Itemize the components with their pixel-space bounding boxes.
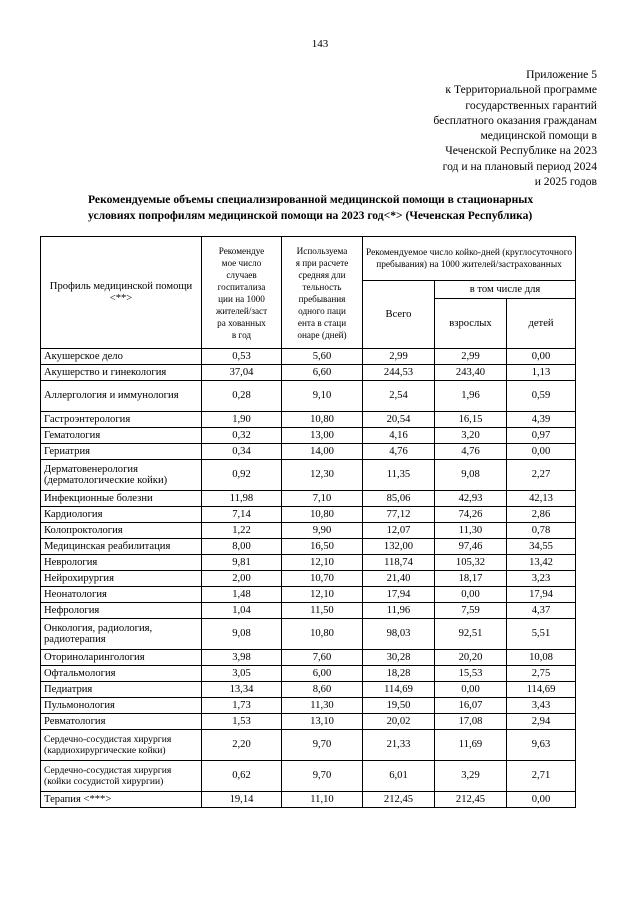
table-row: [41, 523, 576, 539]
header-bed-days: Рекомендуемое число койко-дней (круглосуточного пребывания) на 1000 жителей/застрахованных: [363, 237, 576, 281]
avg-stay-cell: 9,70: [282, 730, 363, 761]
profile-name-cell: Терапия <***>: [41, 792, 202, 808]
profile-name-cell: Колопроктология: [41, 523, 202, 539]
children-cell: 17,94: [507, 587, 576, 603]
hospitalizations-cell: 0,53: [202, 349, 282, 365]
appendix-line: и 2025 годов: [534, 175, 597, 189]
total-cell: 19,50: [363, 698, 435, 714]
children-cell: 1,13: [507, 365, 576, 381]
avg-stay-cell: 14,00: [282, 444, 363, 460]
profile-name-cell: Гематология: [41, 428, 202, 444]
adults-cell: 7,59: [435, 603, 507, 619]
header-line: случаев: [226, 269, 257, 280]
table-row: [41, 603, 576, 619]
total-cell: 2,99: [363, 349, 435, 365]
hospitalizations-cell: 7,14: [202, 507, 282, 523]
adults-cell: 212,45: [435, 792, 507, 808]
table-row: [41, 730, 576, 761]
profile-name-line: (кардиохирургические койки): [44, 745, 166, 756]
profile-name-cell: Акушерство и гинекология: [41, 365, 202, 381]
header-line: пребывания: [298, 293, 346, 304]
total-cell: 17,94: [363, 587, 435, 603]
avg-stay-cell: 11,10: [282, 792, 363, 808]
table-row: [41, 507, 576, 523]
avg-stay-cell: 7,10: [282, 491, 363, 507]
children-cell: 34,55: [507, 539, 576, 555]
profile-name-cell: Медицинская реабилитация: [41, 539, 202, 555]
table-row: [41, 539, 576, 555]
adults-cell: 18,17: [435, 571, 507, 587]
header-children: детей: [507, 299, 576, 349]
header-line: в год: [231, 329, 252, 340]
hospitalizations-cell: 9,08: [202, 619, 282, 650]
header-line: онаре (дней): [297, 329, 347, 340]
table-row: [41, 381, 576, 412]
header-line: жителей/заст: [215, 305, 268, 316]
total-cell: 20,54: [363, 412, 435, 428]
table-row: [41, 761, 576, 792]
header-line: ра хованных: [217, 317, 266, 328]
avg-stay-cell: 6,00: [282, 666, 363, 682]
hospitalizations-cell: 1,73: [202, 698, 282, 714]
profile-name-cell: Неонатология: [41, 587, 202, 603]
profile-name-cell: Аллергология и иммунология: [41, 381, 202, 412]
appendix-line: Чеченской Республике на 2023: [445, 144, 597, 158]
profile-name-cell: [41, 619, 202, 650]
children-cell: 5,51: [507, 619, 576, 650]
table-row: [41, 792, 576, 808]
profile-name-cell: Нефрология: [41, 603, 202, 619]
total-cell: 2,54: [363, 381, 435, 412]
table-row: [41, 460, 576, 491]
profile-name-line: Сердечно-сосудистая хирургия: [44, 765, 172, 776]
appendix-line: к Территориальной программе: [445, 83, 597, 97]
children-cell: 42,13: [507, 491, 576, 507]
avg-stay-cell: 10,80: [282, 412, 363, 428]
hospitalizations-cell: 9,81: [202, 555, 282, 571]
profile-name-cell: Нейрохирургия: [41, 571, 202, 587]
profile-name-line: Сердечно-сосудистая хирургия: [44, 734, 172, 745]
avg-stay-cell: 11,30: [282, 698, 363, 714]
table-row: [41, 555, 576, 571]
hospitalizations-cell: 1,22: [202, 523, 282, 539]
adults-cell: 74,26: [435, 507, 507, 523]
total-cell: 4,16: [363, 428, 435, 444]
title-line: условиях попрофилям медицинской помощи на 2023 год<*> (Чеченская Республика): [88, 208, 533, 222]
avg-stay-cell: 8,60: [282, 682, 363, 698]
header-line: ента в стаци: [297, 317, 347, 328]
header-adults: взрослых: [435, 299, 507, 349]
total-cell: 212,45: [363, 792, 435, 808]
avg-stay-cell: 9,70: [282, 761, 363, 792]
children-cell: 0,00: [507, 444, 576, 460]
hospitalizations-cell: 13,34: [202, 682, 282, 698]
avg-stay-cell: 6,60: [282, 365, 363, 381]
table-row: [41, 349, 576, 365]
table-row: [41, 650, 576, 666]
avg-stay-cell: 10,80: [282, 507, 363, 523]
adults-cell: 105,32: [435, 555, 507, 571]
avg-stay-cell: 11,50: [282, 603, 363, 619]
adults-cell: 42,93: [435, 491, 507, 507]
profile-name-cell: Кардиология: [41, 507, 202, 523]
profile-name-cell: Педиатрия: [41, 682, 202, 698]
appendix-line: медицинской помощи в: [480, 129, 597, 143]
table-row: [41, 587, 576, 603]
children-cell: 2,86: [507, 507, 576, 523]
adults-cell: 15,53: [435, 666, 507, 682]
hospitalizations-cell: 1,53: [202, 714, 282, 730]
profile-name-cell: Гериатрия: [41, 444, 202, 460]
avg-stay-cell: 12,10: [282, 587, 363, 603]
table-row: [41, 412, 576, 428]
profile-name-line: (койки сосудистой хирургии): [44, 776, 164, 787]
profile-name-line: радиотерапия: [44, 634, 106, 645]
children-cell: 3,23: [507, 571, 576, 587]
profile-name-cell: Ревматология: [41, 714, 202, 730]
avg-stay-cell: 12,30: [282, 460, 363, 491]
hospitalizations-cell: 0,92: [202, 460, 282, 491]
total-cell: 114,69: [363, 682, 435, 698]
adults-cell: 0,00: [435, 587, 507, 603]
children-cell: 0,59: [507, 381, 576, 412]
profile-name-cell: Гастроэнтерология: [41, 412, 202, 428]
header-hospitalizations: [202, 237, 282, 349]
title-line: Рекомендуемые объемы специализированной медицинской помощи в стационарных: [88, 193, 534, 206]
children-cell: 4,39: [507, 412, 576, 428]
total-cell: 98,03: [363, 619, 435, 650]
total-cell: 4,76: [363, 444, 435, 460]
total-cell: 132,00: [363, 539, 435, 555]
hospitalizations-cell: 37,04: [202, 365, 282, 381]
hospitalizations-cell: 0,32: [202, 428, 282, 444]
profile-name-cell: [41, 460, 202, 491]
avg-stay-cell: 16,50: [282, 539, 363, 555]
header-line: мое число: [221, 257, 262, 268]
avg-stay-cell: 7,60: [282, 650, 363, 666]
children-cell: 2,27: [507, 460, 576, 491]
adults-cell: 4,76: [435, 444, 507, 460]
children-cell: 2,71: [507, 761, 576, 792]
header-line: средняя дли: [298, 269, 346, 280]
total-cell: 21,33: [363, 730, 435, 761]
avg-stay-cell: 13,10: [282, 714, 363, 730]
children-cell: 0,97: [507, 428, 576, 444]
total-cell: 11,96: [363, 603, 435, 619]
hospitalizations-cell: 1,90: [202, 412, 282, 428]
children-cell: 2,94: [507, 714, 576, 730]
adults-cell: 9,08: [435, 460, 507, 491]
hospitalizations-cell: 2,20: [202, 730, 282, 761]
header-including: в том числе для: [435, 281, 576, 299]
hospitalizations-cell: 11,98: [202, 491, 282, 507]
table-row: [41, 571, 576, 587]
appendix-line: Приложение 5: [526, 68, 597, 81]
adults-cell: 3,29: [435, 761, 507, 792]
header-avg-stay: [282, 237, 363, 349]
adults-cell: 17,08: [435, 714, 507, 730]
hospitalizations-cell: 1,04: [202, 603, 282, 619]
header-line: тельность: [302, 281, 342, 292]
header-line: ции на 1000: [218, 293, 265, 304]
total-cell: 85,06: [363, 491, 435, 507]
profile-name-cell: Инфекционные болезни: [41, 491, 202, 507]
header-total: Всего: [363, 281, 435, 349]
profile-name-cell: Пульмонология: [41, 698, 202, 714]
total-cell: 18,28: [363, 666, 435, 682]
children-cell: 0,78: [507, 523, 576, 539]
hospitalizations-cell: 1,48: [202, 587, 282, 603]
profile-name-line: Дерматовенерология: [44, 463, 138, 475]
header-line: одного паци: [298, 305, 346, 316]
table-row: [41, 365, 576, 381]
hospitalizations-cell: 0,62: [202, 761, 282, 792]
children-cell: 3,43: [507, 698, 576, 714]
children-cell: 0,00: [507, 792, 576, 808]
table-row: [41, 682, 576, 698]
profile-name-cell: Неврология: [41, 555, 202, 571]
total-cell: 12,07: [363, 523, 435, 539]
adults-cell: 1,96: [435, 381, 507, 412]
header-line: Рекомендуе: [218, 245, 265, 256]
hospitalizations-cell: 19,14: [202, 792, 282, 808]
adults-cell: 11,30: [435, 523, 507, 539]
adults-cell: 20,20: [435, 650, 507, 666]
avg-stay-cell: 13,00: [282, 428, 363, 444]
profile-name-cell: Офтальмология: [41, 666, 202, 682]
profile-name-cell: [41, 761, 202, 792]
header-line: Используема: [296, 245, 348, 256]
total-cell: 11,35: [363, 460, 435, 491]
total-cell: 77,12: [363, 507, 435, 523]
table-row: [41, 698, 576, 714]
hospital-volumes-table: [40, 236, 576, 808]
adults-cell: 92,51: [435, 619, 507, 650]
table-row: [41, 444, 576, 460]
appendix-line: бесплатного оказания гражданам: [433, 113, 597, 127]
total-cell: 6,01: [363, 761, 435, 792]
table-row: [41, 491, 576, 507]
profile-name-line: (дерматологические койки): [44, 475, 168, 486]
profile-name-cell: [41, 730, 202, 761]
table-row: [41, 619, 576, 650]
avg-stay-cell: 5,60: [282, 349, 363, 365]
profile-name-cell: Акушерское дело: [41, 349, 202, 365]
profile-name-cell: Оториноларингология: [41, 650, 202, 666]
header-line: я при расчете: [295, 257, 349, 268]
adults-cell: 0,00: [435, 682, 507, 698]
avg-stay-cell: 9,90: [282, 523, 363, 539]
table-row: [41, 666, 576, 682]
table-row: [41, 714, 576, 730]
total-cell: 244,53: [363, 365, 435, 381]
children-cell: 2,75: [507, 666, 576, 682]
children-cell: 13,42: [507, 555, 576, 571]
header-profile: Профиль медицинской помощи <**>: [41, 237, 202, 349]
hospitalizations-cell: 0,34: [202, 444, 282, 460]
hospitalizations-cell: 3,98: [202, 650, 282, 666]
adults-cell: 2,99: [435, 349, 507, 365]
avg-stay-cell: 10,70: [282, 571, 363, 587]
total-cell: 21,40: [363, 571, 435, 587]
profile-name-line: Онкология, радиология,: [44, 622, 153, 634]
appendix-caption: [357, 67, 597, 189]
children-cell: 4,37: [507, 603, 576, 619]
document-title: [88, 192, 608, 223]
avg-stay-cell: 9,10: [282, 381, 363, 412]
total-cell: 30,28: [363, 650, 435, 666]
page-number: 143: [311, 38, 329, 50]
appendix-line: государственных гарантий: [465, 98, 597, 112]
adults-cell: 11,69: [435, 730, 507, 761]
children-cell: 9,63: [507, 730, 576, 761]
total-cell: 20,02: [363, 714, 435, 730]
table-row: [41, 428, 576, 444]
adults-cell: 16,07: [435, 698, 507, 714]
hospitalizations-cell: 3,05: [202, 666, 282, 682]
hospitalizations-cell: 8,00: [202, 539, 282, 555]
appendix-line: год и на плановый период 2024: [442, 159, 597, 173]
total-cell: 118,74: [363, 555, 435, 571]
avg-stay-cell: 12,10: [282, 555, 363, 571]
adults-cell: 3,20: [435, 428, 507, 444]
header-line: госпитализа: [217, 281, 266, 292]
children-cell: 114,69: [507, 682, 576, 698]
adults-cell: 16,15: [435, 412, 507, 428]
children-cell: 0,00: [507, 349, 576, 365]
children-cell: 10,08: [507, 650, 576, 666]
hospitalizations-cell: 0,28: [202, 381, 282, 412]
adults-cell: 97,46: [435, 539, 507, 555]
hospitalizations-cell: 2,00: [202, 571, 282, 587]
adults-cell: 243,40: [435, 365, 507, 381]
avg-stay-cell: 10,80: [282, 619, 363, 650]
